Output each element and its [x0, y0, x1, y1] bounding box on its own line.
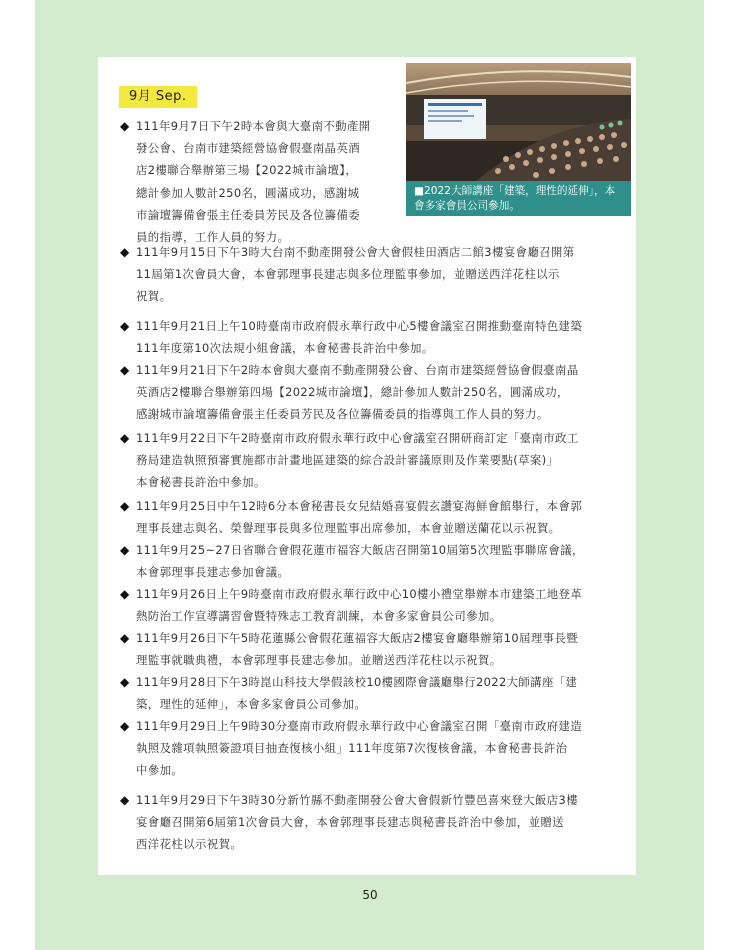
diamond-bullet-icon: ◆ — [120, 431, 130, 445]
entry-line: 築，理性的延伸」，本會多家會員公司參加。 — [136, 697, 367, 712]
entry-line: 西洋花柱以示祝賀。 — [136, 837, 243, 852]
event-entry — [120, 627, 626, 671]
entry-line: 111年9月28日下午3時崑山科技大學假該校10樓國際會議廳舉行2022大師講座「建 — [136, 675, 578, 689]
diamond-bullet-icon: ◆ — [120, 363, 130, 377]
entry-line: 熱防治工作宣導講習會暨特殊志工教育訓練，本會多家會員公司參加。 — [136, 609, 502, 624]
diamond-bullet-icon: ◆ — [120, 631, 130, 645]
entry-line: 111年9月21日下午2時本會與大臺南不動產開發公會、台南市建築經營協會假臺南晶 — [136, 363, 579, 377]
diamond-bullet-icon: ◆ — [120, 543, 130, 557]
entry-line: 111年9月25日中午12時6分本會秘書長女兒結婚喜宴假玄讚宴海鮮會館舉行，本會郭 — [136, 499, 583, 513]
entry-line: 本會郭理事長建志參加會議。 — [136, 565, 290, 580]
diamond-bullet-icon: ◆ — [120, 245, 130, 259]
event-entry — [120, 241, 626, 308]
entry-line: 英酒店2樓聯合舉辦第四場【2022城市論壇】，總計參加人數計250名，圓滿成功， — [136, 385, 569, 400]
event-entry — [120, 359, 626, 426]
entry-line: 發公會、台南市建築經營協會假臺南晶英酒 — [136, 141, 361, 156]
entry-line: 店2樓聯合舉辦第三場【2022城市論壇】， — [136, 163, 358, 178]
diamond-bullet-icon: ◆ — [120, 587, 130, 601]
event-entry — [120, 495, 626, 539]
entry-line: 市論壇籌備會張主任委員芳民及各位籌備委 — [136, 207, 361, 222]
diamond-bullet-icon: ◆ — [120, 119, 130, 133]
entry-line: 111年9月25~27日省聯合會假花蓮市福容大飯店召開第10屆第5次理監事聯席會議， — [136, 543, 584, 557]
entry-line: 宴會廳召開第6屆第1次會員大會，本會郭理事長建志與秘書長許治中參加，並贈送 — [136, 815, 564, 830]
entry-line: 執照及雜項執照簽證項目抽查復核小組」111年度第7次復核會議，本會秘書長許治 — [136, 741, 568, 756]
event-entry — [120, 115, 416, 248]
photo-caption: ■2022大師講座「建築，理性的延伸」，本會多家會員公司參加。 — [406, 181, 631, 216]
entry-line: 總計參加人數計250名，圓滿成功，感謝城 — [136, 185, 360, 200]
entry-line: 111年度第10次法規小組會議，本會秘書長許治中參加。 — [136, 341, 434, 356]
entry-line: 理監事就職典禮，本會郭理事長建志參加。並贈送西洋花柱以示祝賀。 — [136, 653, 502, 668]
event-entry — [120, 789, 626, 856]
event-entry — [120, 583, 626, 627]
entry-line: 111年9月29日上午9時30分臺南市政府假永華行政中心會議室召開「臺南市政府建造 — [136, 719, 583, 733]
entry-line: 111年9月21日上午10時臺南市政府假永華行政中心5樓會議室召開推動臺南特色建築 — [136, 319, 583, 333]
entry-line: 111年9月26日下午5時花蓮縣公會假花蓮福容大飯店2樓宴會廳舉辦第10屆理事長暨 — [136, 631, 578, 645]
entry-line: 員的指導，工作人員的努力。 — [136, 230, 290, 245]
entry-line: 本會秘書長許治中參加。 — [136, 475, 266, 490]
entry-line: 111年9月22日下午2時臺南市政府假永華行政中心會議室召開研商訂定「臺南市政工 — [136, 431, 579, 445]
diamond-bullet-icon: ◆ — [120, 319, 130, 333]
month-tag: 9月 Sep. — [119, 86, 197, 108]
entry-line: 祝賀。 — [136, 289, 172, 304]
entry-line: 111年9月29日下午3時30分新竹縣不動產開發公會大會假新竹豐邑喜來登大飯店3樓 — [136, 793, 578, 807]
entry-line: 11屆第1次會員大會，本會郭理事長建志與多位理監事參加，並贈送西洋花柱以示 — [136, 267, 560, 282]
diamond-bullet-icon: ◆ — [120, 499, 130, 513]
entry-line: 理事長建志與名、榮譽理事長與多位理監事出席參加，本會並贈送蘭花以示祝賀。 — [136, 521, 561, 536]
diamond-bullet-icon: ◆ — [120, 793, 130, 807]
diamond-bullet-icon: ◆ — [120, 719, 130, 733]
event-entry — [120, 671, 626, 715]
entry-line: 感謝城市論壇籌備會張主任委員芳民及各位籌備委員的指導與工作人員的努力。 — [136, 407, 549, 422]
entry-line: 111年9月15日下午3時大台南不動產開發公會大會假桂田酒店二館3樓宴會廳召開第 — [136, 245, 575, 259]
entry-line: 務局建造執照預審實施都市計畫地區建築的綜合設計審議原則及作業要點(草案)」 — [136, 453, 559, 468]
event-entry — [120, 715, 626, 782]
event-entry — [120, 539, 626, 583]
event-entry — [120, 315, 626, 359]
diamond-bullet-icon: ◆ — [120, 675, 130, 689]
entry-line: 中參加。 — [136, 763, 184, 778]
event-photo — [406, 63, 631, 181]
entry-line: 111年9月7日下午2時本會與大臺南不動產開 — [136, 119, 371, 133]
entry-line: 111年9月26日上午9時臺南市政府假永華行政中心10樓小禮堂舉辦本市建築工地登革 — [136, 587, 583, 601]
event-entry — [120, 427, 626, 494]
page-number: 50 — [362, 888, 378, 902]
